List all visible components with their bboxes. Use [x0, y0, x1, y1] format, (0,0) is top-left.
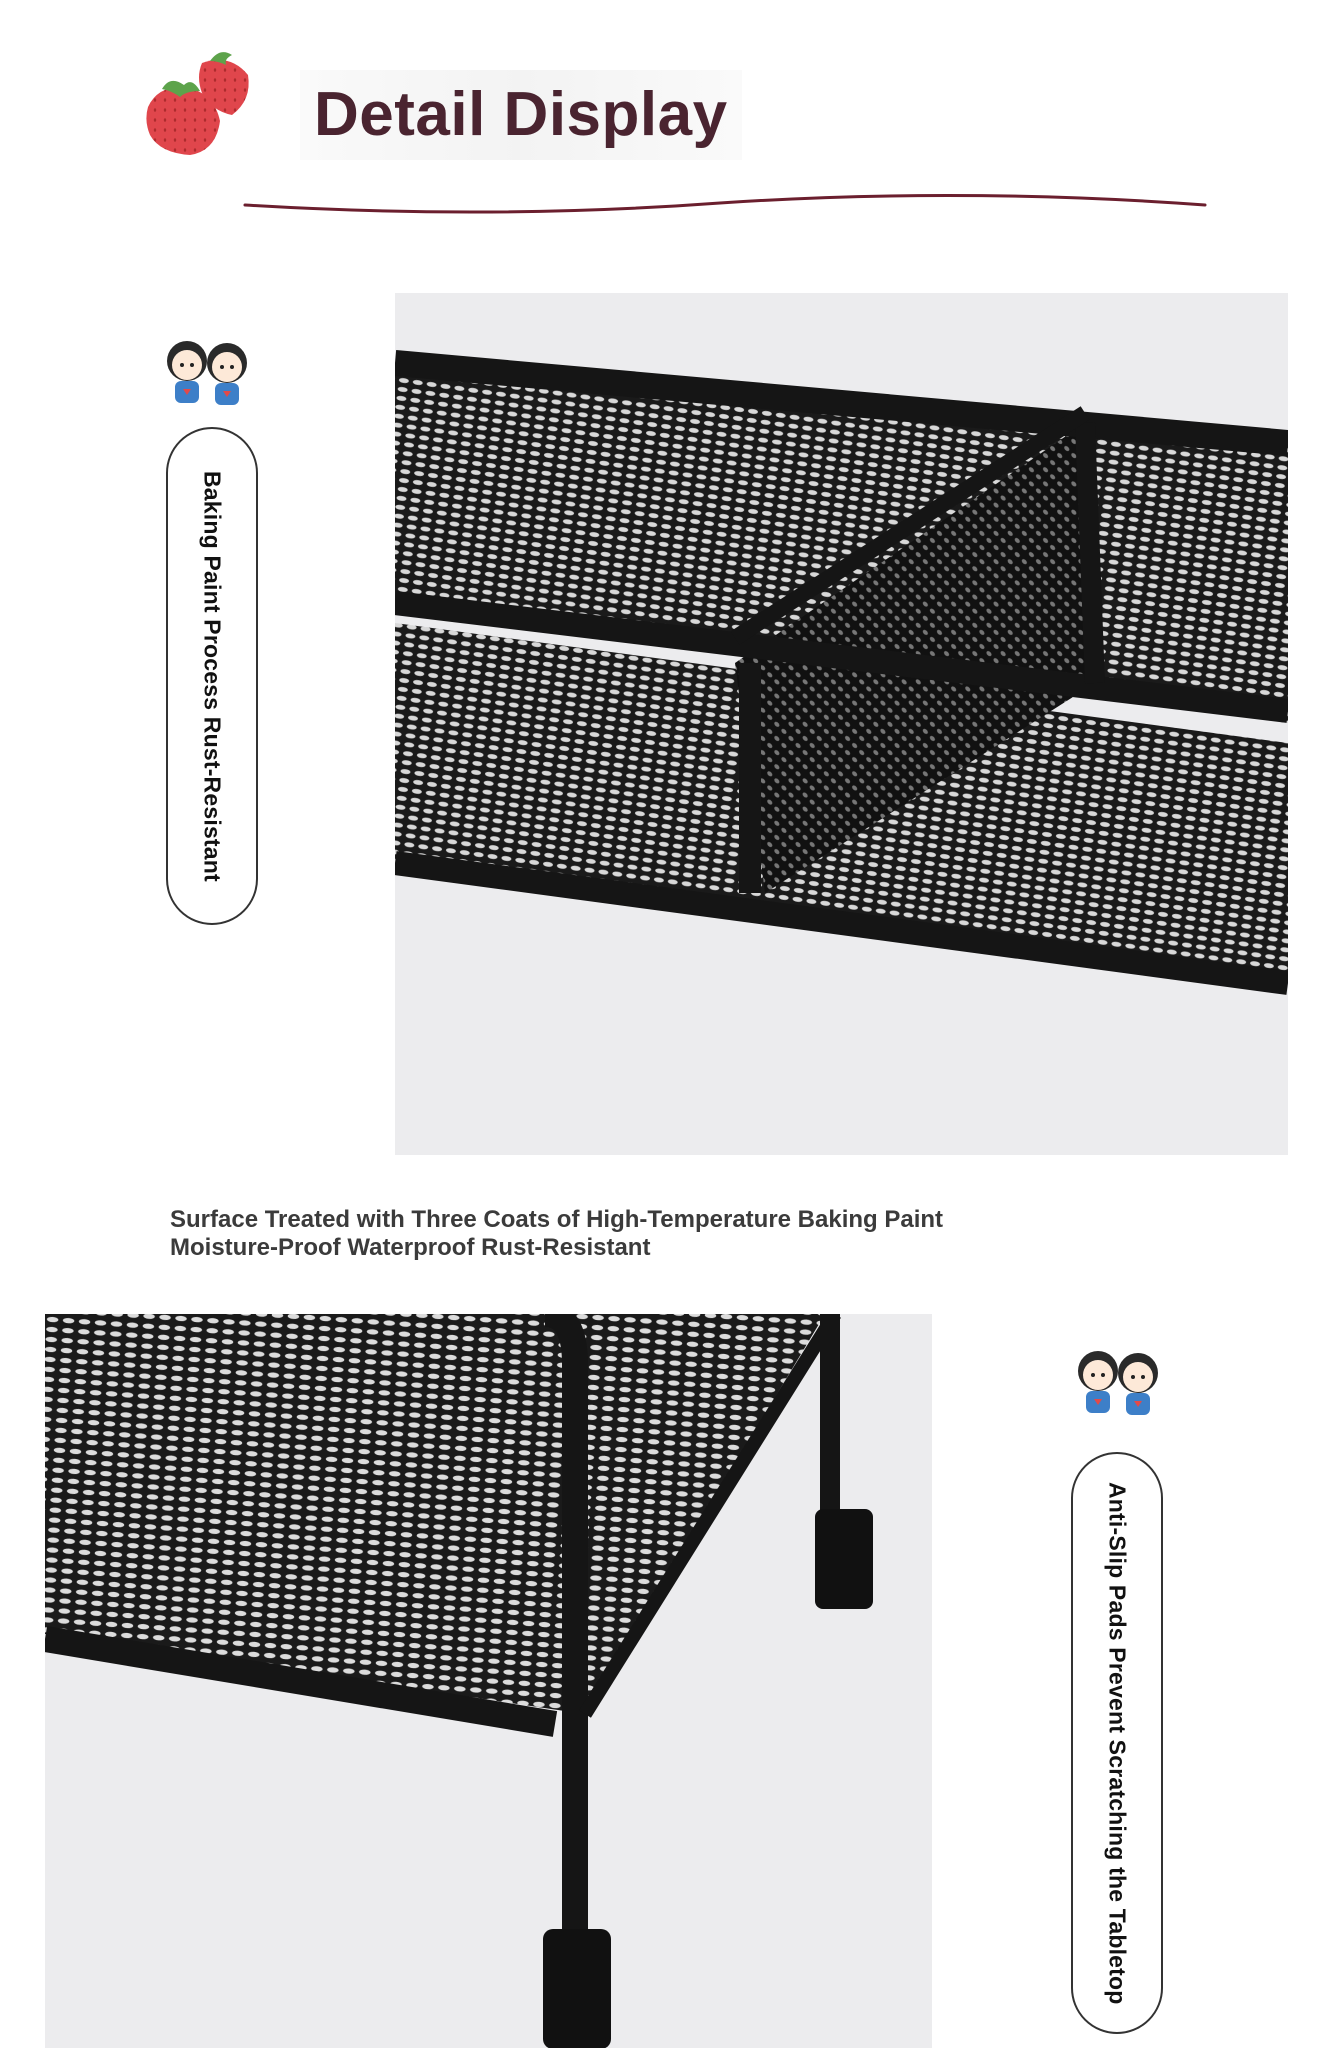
feature-label-antislip — [1071, 1452, 1163, 2034]
product-photo-divider — [395, 293, 1288, 1155]
feature-label-paint — [166, 427, 258, 925]
mascot-icon — [1068, 1345, 1168, 1425]
product-photo-legs — [45, 1314, 932, 2048]
caption-line-2: Moisture-Proof Waterproof Rust-Resistant — [170, 1234, 651, 1261]
feature-label-text: Baking Paint Process Rust-Resistant — [199, 470, 226, 882]
caption-line-1: Surface Treated with Three Coats of High-Temperature Baking Paint — [170, 1206, 944, 1233]
feature-label-text: Anti-Slip Pads Prevent Scratching the Tabletop — [1104, 1481, 1131, 2005]
page-title: Detail Display — [300, 70, 742, 160]
mascot-icon — [157, 335, 257, 415]
caption — [170, 1206, 1070, 1262]
title-underline — [240, 185, 1210, 225]
strawberry-icon — [140, 45, 265, 165]
